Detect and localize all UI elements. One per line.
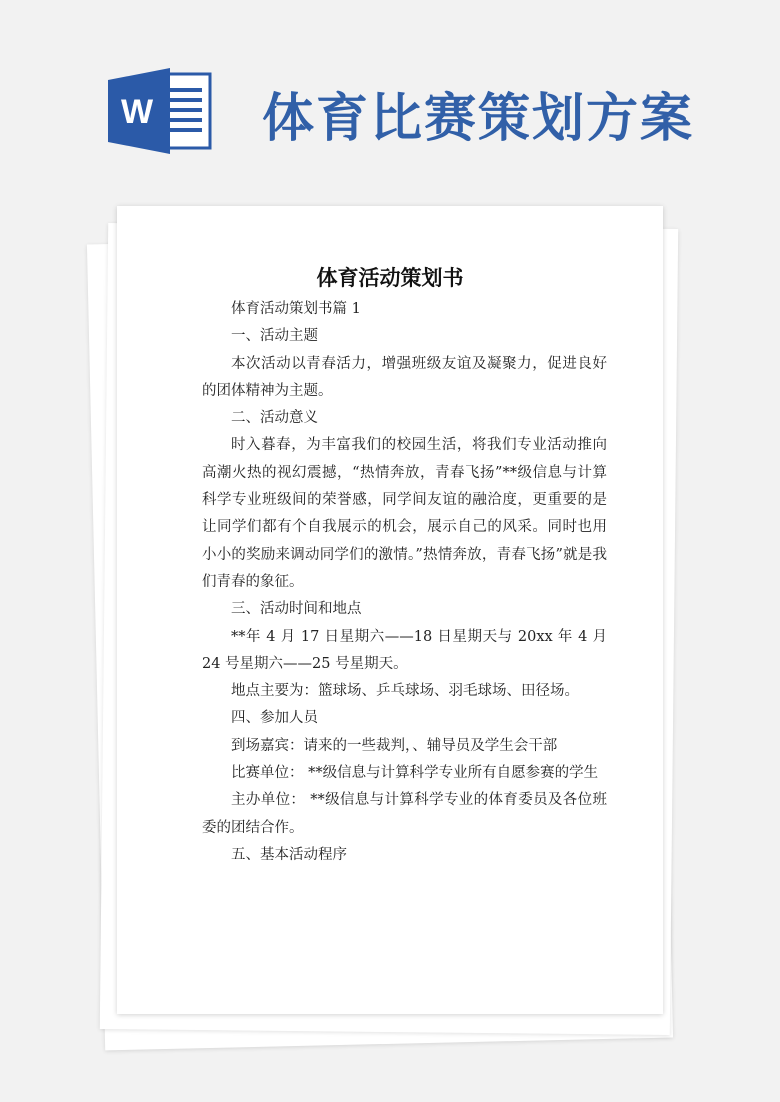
paragraph-organizer: 主办单位： **级信息与计算科学专业的体育委员及各位班委的团结合作。 (202, 792, 607, 836)
heading-participants: 四、参加人员 (231, 710, 318, 727)
heading-significance: 二、活动意义 (231, 410, 318, 427)
paragraph-guests: 到场嘉宾：请来的一些裁判，、辅导员及学生会干部 (231, 737, 558, 754)
heading-time-place: 三、活动时间和地点 (231, 601, 362, 618)
paragraph-significance: 时入暮春，为丰富我们的校园生活，将我们专业活动推向高潮火热的视幻震撼，“热情奔放，青春飞扬”**级信息与计算科学专业班级间的荣誉感，同学间友谊的融洽度，更重要的是让同学们都有个自我展示的机会，展示自己的风采。同时也用小小的奖励来调动同学们的激情。”热情奔放，青春飞扬”就是我们青春的象征。 (202, 437, 607, 590)
paragraph-competing-units: 比赛单位： **级信息与计算科学专业所有自愿参赛的学生 (231, 765, 599, 782)
paragraph-chapter-label: 体育活动策划书篇 1 (231, 301, 361, 317)
banner-title: 体育比赛策划方案 (262, 89, 695, 149)
word-logo-letter: W (120, 93, 154, 131)
paragraph-place: 地点主要为：篮球场、乒乓球场、羽毛球场、田径场。 (231, 683, 579, 700)
document-title: 体育活动策划书 (316, 265, 464, 290)
word-icon (108, 68, 212, 154)
heading-procedure: 五、基本活动程序 (231, 846, 347, 863)
paragraph-theme: 本次活动以青春活力，增强班级友谊及凝聚力，促进良好的团体精神为主题。 (202, 355, 607, 399)
heading-theme: 一、活动主题 (231, 328, 318, 345)
document-page (117, 206, 663, 1014)
banner (0, 0, 780, 200)
paragraph-time: **年 4 月 17 日星期六——18 日星期天与 20xx 年 4 月 24 号星期六——25 号星期天。 (202, 628, 607, 672)
document-body (202, 296, 607, 869)
